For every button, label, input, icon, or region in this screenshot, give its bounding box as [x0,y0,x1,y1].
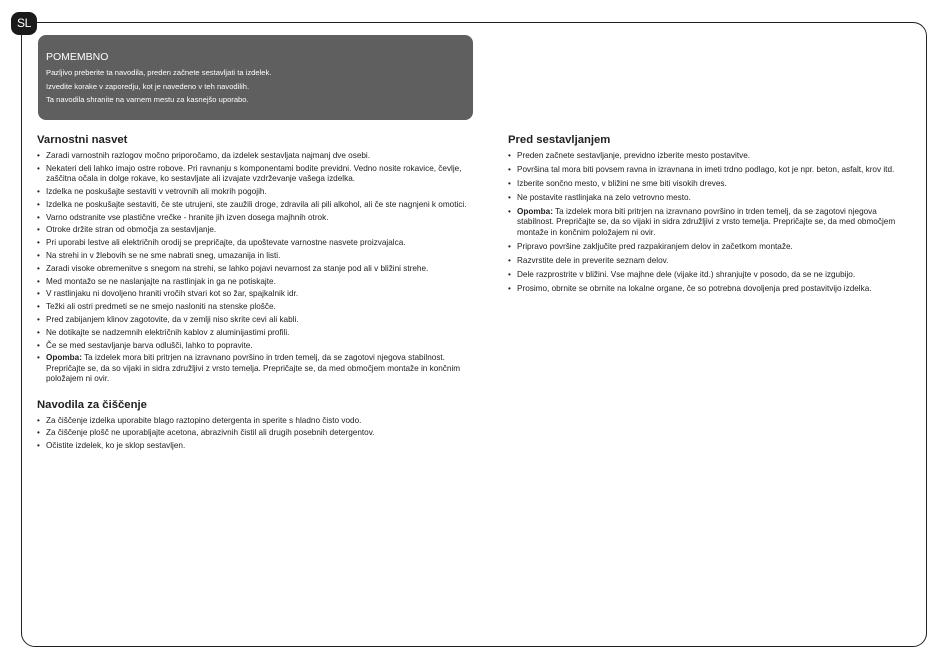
safety-item: • Nekateri deli lahko imajo ostre robove. Pri ravnanju s komponentami bodite previdni. Vedno nosite rokavice, čevlje, zaščitna očala in dolge rokave, ko sestavljate ali izvajate vzdrževanje vašega izdelka. [37,164,470,185]
safety-item: • Pri uporabi lestve ali električnih orodij se prepričajte, da upoštevate varnostne nasvete proizvajalca. [37,238,470,248]
before-item: • Preden začnete sestavljanje, previdno izberite mesto postavitve. [508,151,898,161]
notice-title: POMEMBNO [46,51,109,63]
before-item: • Razvrstite dele in preverite seznam delov. [508,256,898,266]
cleaning-heading: Navodila za čiščenje [37,398,147,411]
notice-line: Ta navodila shranite na varnem mestu za kasnejšo uporabo. [46,95,249,104]
safety-item: • V rastlinjaku ni dovoljeno hraniti vročih stvari kot so žar, spajkalnik idr. [37,289,470,299]
cleaning-item: • Za čiščenje plošč ne uporabljajte acetona, abrazivnih čistil ali drugih posebnih detergentov. [37,428,470,438]
safety-heading: Varnostni nasvet [37,134,128,146]
note-label: Opomba: [46,353,82,363]
safety-item: • Če se med sestavljanje barva odlušči, lahko to popravite. [37,341,470,351]
cleaning-item: • Očistite izdelek, ko je sklop sestavljen. [37,441,470,451]
safety-item: • Izdelka ne poskušajte sestaviti v vetrovnih ali mokrih pogojih. [37,187,470,197]
before-note [508,207,898,238]
safety-item: • Ne dotikajte se nadzemnih električnih kablov z aluminijastimi profili. [37,328,470,338]
safety-item: • Zaradi visoke obremenitve s snegom na strehi, se lahko pojavi nevarnost za stanje pod ali v bližini strehe. [37,264,470,274]
before-assembly-heading: Pred sestavljanjem [508,134,611,146]
safety-note [37,353,470,384]
left-column [37,134,470,454]
before-assembly-list [508,151,898,294]
safety-item: • Težki ali ostri predmeti se ne smejo nasloniti na stenske plošče. [37,302,470,312]
note-text: Ta izdelek mora biti pritrjen na izravnano površino in trden temelj, da se zagotovi njegova stabilnost. Prepričajte se, da so vijaki in sidra združljivi z vrsto temelja. Prepričajte se, da med območjem montaže in končnim položajem ni ovir. [46,353,461,384]
safety-item: • Med montažo se ne naslanjajte na rastlinjak in ga ne potiskajte. [37,277,470,287]
note-text: Ta izdelek mora biti pritrjen na izravnano površino in trden temelj, da se zagotovi njegova stabilnost. Prepričajte se, da so vijaki in sidra združljivi z vrsto temelja. Prepričajte se, da med območjem montaže in končnim položajem ni ovir. [517,207,896,237]
right-column [508,134,898,298]
safety-item: • Zaradi varnostnih razlogov močno priporočamo, da izdelek sestavljata najmanj dve osebi. [37,151,470,161]
before-item: • Prosimo, obrnite se obrnite na lokalne organe, če so potrebna dovoljenja pred postavitvijo izdelka. [508,284,898,294]
notice-line: Pazljivo preberite ta navodila, preden začnete sestavljati ta izdelek. [46,68,272,77]
language-badge: SL [11,12,37,35]
before-item: • Dele razprostrite v bližini. Vse majhne dele (vijake itd.) shranjujte v posodo, da se ne izgubijo. [508,270,898,280]
important-notice-box [38,35,473,120]
before-item: • Izberite sončno mesto, v bližini ne sme biti visokih dreves. [508,179,898,189]
safety-item: • Na strehi in v žlebovih se ne sme nabrati sneg, umazanija in listi. [37,251,470,261]
note-label: Opomba: [517,207,553,216]
before-item: • Ne postavite rastlinjaka na zelo vetrovno mesto. [508,193,898,203]
safety-item: • Pred zabijanjem klinov zagotovite, da v zemlji niso skrite cevi ali kabli. [37,315,470,325]
before-item: • Pripravo površine zaključite pred razpakiranjem delov in začetkom montaže. [508,242,898,252]
cleaning-list [37,416,470,452]
safety-item: • Otroke držite stran od območja za sestavljanje. [37,225,470,235]
safety-item: • Izdelka ne poskušajte sestaviti, če ste utrujeni, ste zaužili droge, zdravila ali pili alkohol, ali če ste nagnjeni k omotici. [37,200,470,210]
before-item: • Površina tal mora biti povsem ravna in izravnana in imeti trdno podlago, kot je npr. beton, asfalt, krov itd. [508,165,898,175]
safety-item: • Varno odstranite vse plastične vrečke - hranite jih izven dosega majhnih otrok. [37,213,470,223]
cleaning-item: • Za čiščenje izdelka uporabite blago raztopino detergenta in sperite s hladno čisto vodo. [37,416,470,426]
safety-list [37,151,470,385]
notice-line: Izvedite korake v zaporedju, kot je navedeno v teh navodilih. [46,81,250,91]
